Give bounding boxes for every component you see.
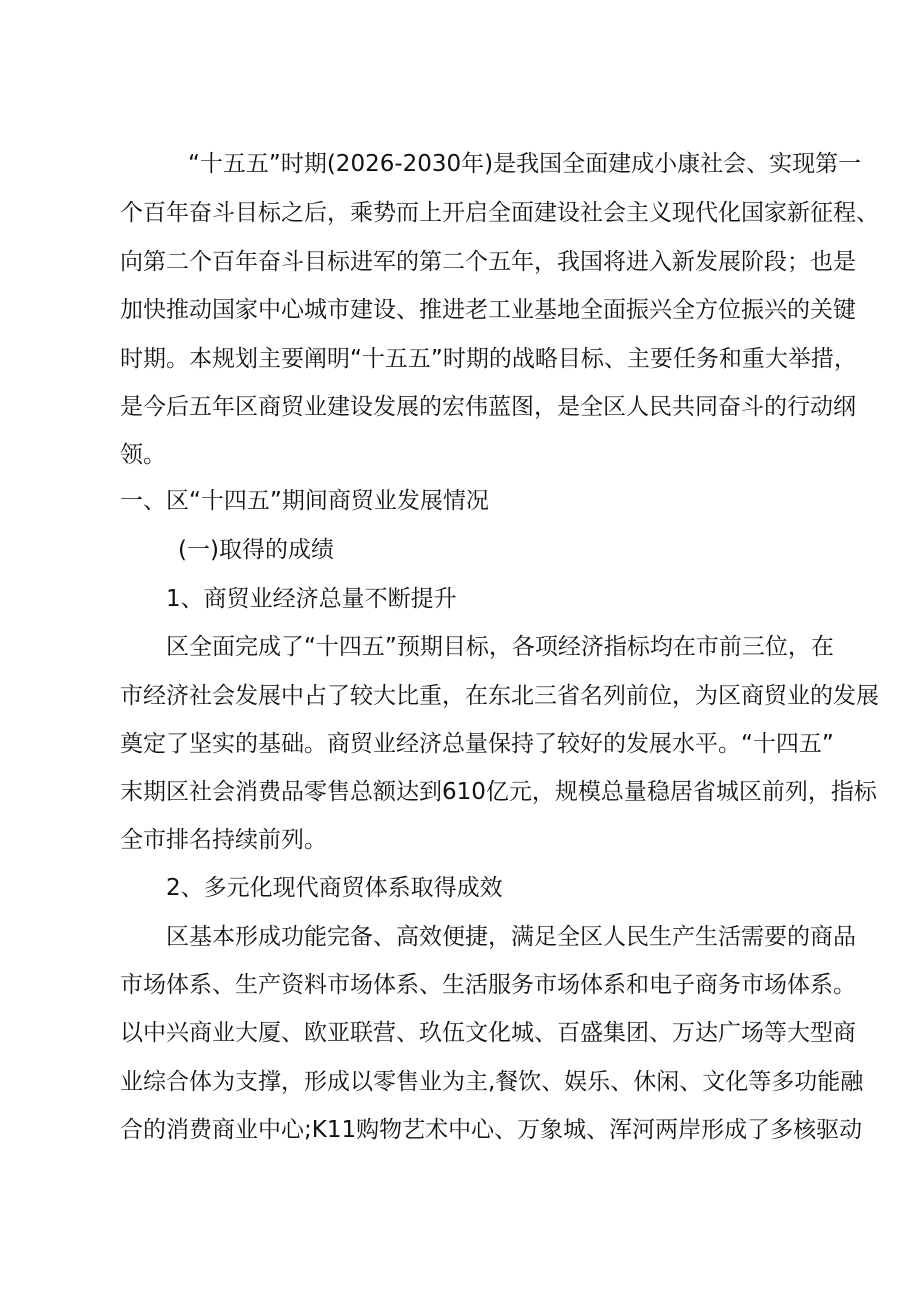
item2-line-1: 区基本形成功能完备、高效便捷，满足全区人民生产生活需要的商品 xyxy=(166,924,856,950)
item1-line-3: 奠定了坚实的基础。商贸业经济总量保持了较好的发展水平。“十四五” xyxy=(120,731,834,757)
item2-line-3: 以中兴商业大厦、欧亚联营、玖伍文化城、百盛集团、万达广场等大型商 xyxy=(120,1020,856,1046)
intro-line-6: 是今后五年区商贸业建设发展的宏伟蓝图，是全区人民共同奋斗的行动纲 xyxy=(120,394,856,420)
item1-line-2: 市经济社会发展中占了较大比重，在东北三省名列前位，为区商贸业的发展 xyxy=(120,683,879,709)
item2-line-4: 业综合体为支撑，形成以零售业为主,餐饮、娱乐、休闲、文化等多功能融 xyxy=(120,1069,864,1095)
item1-line-1: 区全面完成了“十四五”预期目标，各项经济指标均在市前三位，在 xyxy=(166,634,834,660)
item2-line-5: 合的消费商业中心;K11购物艺术中心、万象城、浑河两岸形成了多核驱动 xyxy=(120,1117,863,1143)
intro-line-1: “十五五”时期(2026-2030年)是我国全面建成小康社会、实现第一 xyxy=(188,151,862,177)
item1-heading: 1、商贸业经济总量不断提升 xyxy=(166,586,457,612)
intro-line-2: 个百年奋斗目标之后，乘势而上开启全面建设社会主义现代化国家新征程、 xyxy=(120,200,879,226)
item2-heading: 2、多元化现代商贸体系取得成效 xyxy=(166,875,503,901)
item1-line-5: 全市排名持续前列。 xyxy=(120,827,327,853)
intro-line-5: 时期。本规划主要阐明“十五五”时期的战略目标、主要任务和重大举措， xyxy=(120,346,857,372)
item1-line-4: 末期区社会消费品零售总额达到610亿元，规模总量稳居省城区前列，指标 xyxy=(120,779,877,805)
intro-line-7: 领。 xyxy=(120,442,166,468)
intro-line-4: 加快推动国家中心城市建设、推进老工业基地全面振兴全方位振兴的关键 xyxy=(120,297,856,323)
item2-line-2: 市场体系、生产资料市场体系、生活服务市场体系和电子商务市场体系。 xyxy=(120,972,856,998)
section-heading: 一、区“十四五”期间商贸业发展情况 xyxy=(120,488,489,514)
subsection-heading: (一)取得的成绩 xyxy=(178,537,334,563)
intro-line-3: 向第二个百年奋斗目标进军的第二个五年，我国将进入新发展阶段；也是 xyxy=(120,249,856,275)
